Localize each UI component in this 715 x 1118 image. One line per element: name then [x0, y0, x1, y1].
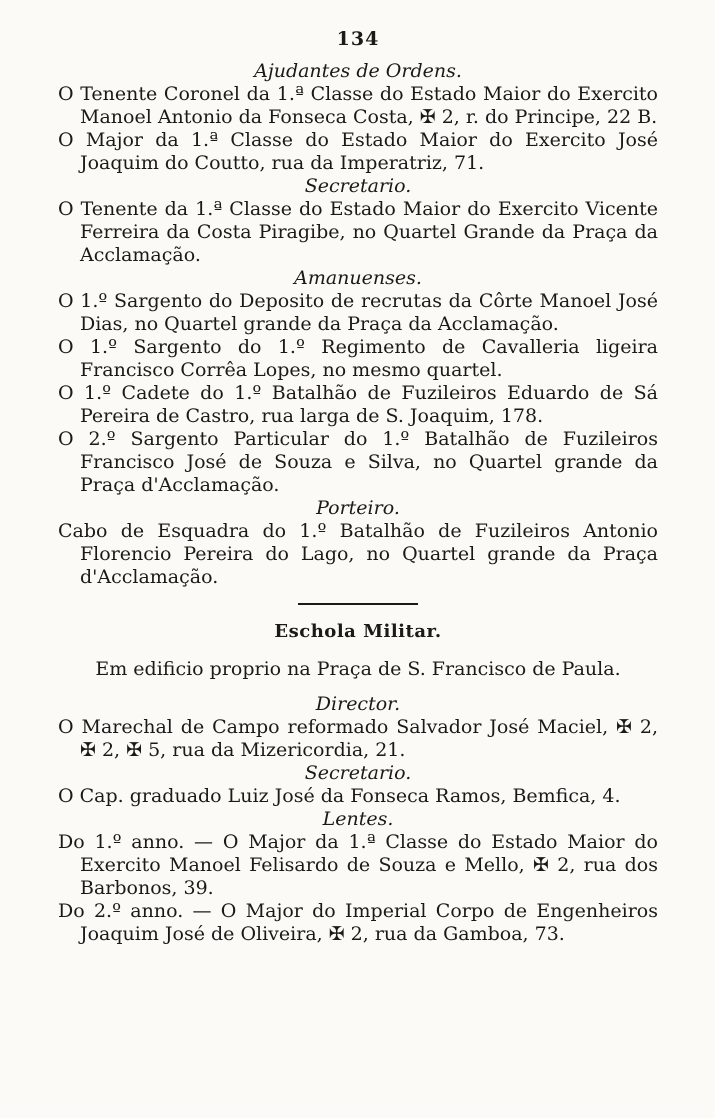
entry-lente-2: Do 2.º anno. — O Major do Imperial Corpo de Engenheiros Joaquim José de Oliveira, ✠ 2, rua da Gamboa, 73.	[58, 900, 658, 945]
entry-secretario-escola: O Cap. graduado Luiz José da Fonseca Ramos, Bemfica, 4.	[58, 785, 621, 807]
entry-ajudante-2: O Major da 1.ª Classe do Estado Maior do Exercito José Joaquim do Coutto, rua da Imperatriz, 71.	[58, 129, 658, 174]
heading-director: Director.	[315, 693, 401, 715]
entry-director: O Marechal de Campo reformado Salvador José Maciel, ✠ 2, ✠ 2, ✠ 5, rua da Mizericordia, 21.	[58, 716, 658, 761]
heading-amanuenses: Amanuenses.	[294, 267, 422, 289]
entry-amanuense-4: O 2.º Sargento Particular do 1.º Batalhão de Fuzileiros Francisco José de Souza e Silva, no Quartel grande da Praça d'Acclamação.	[58, 428, 658, 496]
entry-ajudante-1: O Tenente Coronel da 1.ª Classe do Estado Maior do Exercito Manoel Antonio da Fonseca Costa, ✠ 2, r. do Principe, 22 B.	[58, 83, 658, 128]
heading-lentes: Lentes.	[322, 808, 394, 830]
heading-secretario: Secretario.	[304, 175, 412, 197]
entry-amanuense-2: O 1.º Sargento do 1.º Regimento de Cavalleria ligeira Francisco Corrêa Lopes, no mesmo quartel.	[58, 336, 658, 381]
entry-porteiro: Cabo de Esquadra do 1.º Batalhão de Fuzileiros Antonio Florencio Pereira do Lago, no Quartel grande da Praça d'Acclamação.	[58, 520, 658, 588]
heading-secretario-escola: Secretario.	[304, 762, 412, 784]
section-divider	[298, 603, 418, 605]
entry-lente-1: Do 1.º anno. — O Major da 1.ª Classe do Estado Maior do Exercito Manoel Felisardo de Souza e Mello, ✠ 2, rua dos Barbonos, 39.	[58, 831, 658, 899]
entry-amanuense-3: O 1.º Cadete do 1.º Batalhão de Fuzileiros Eduardo de Sá Pereira de Castro, rua larga de S. Joaquim, 178.	[58, 382, 658, 427]
section-subtitle-eschola: Em edificio proprio na Praça de S. Francisco de Paula.	[95, 658, 621, 680]
entry-amanuense-1: O 1.º Sargento do Deposito de recrutas da Côrte Manoel José Dias, no Quartel grande da Praça da Acclamação.	[58, 290, 658, 335]
heading-ajudantes: Ajudantes de Ordens.	[254, 60, 462, 82]
page-number: 134	[336, 28, 380, 50]
heading-porteiro: Porteiro.	[316, 497, 400, 519]
entry-secretario: O Tenente da 1.ª Classe do Estado Maior do Exercito Vicente Ferreira da Costa Piragibe, no Quartel Grande da Praça da Acclamação.	[58, 198, 658, 266]
section-title-eschola: Eschola Militar.	[274, 621, 442, 642]
book-page	[58, 28, 658, 946]
